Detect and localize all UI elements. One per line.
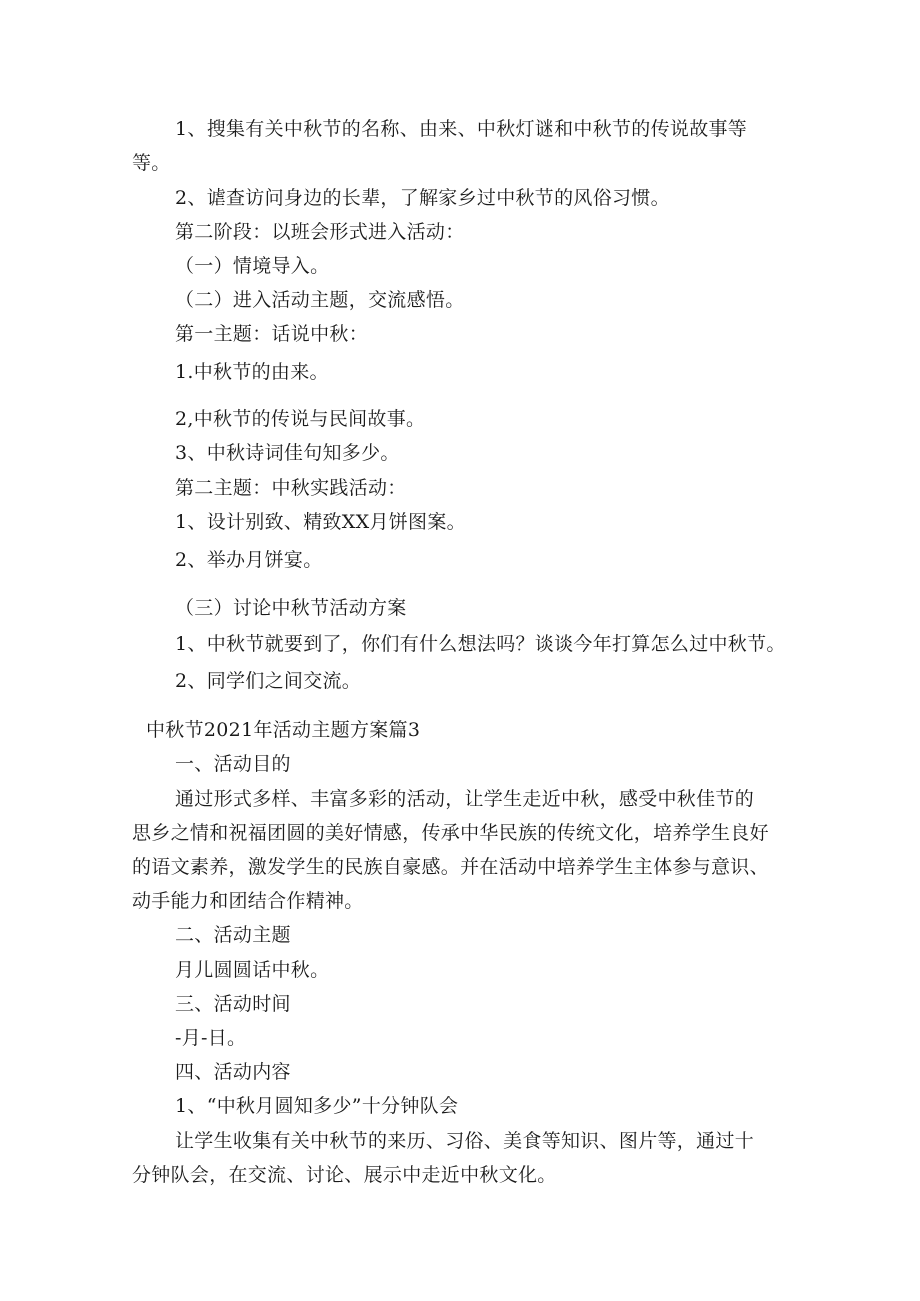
purpose-line-3: 的语文素养，激发学生的民族自豪感。并在活动中培养学生主体参与意识、 — [132, 856, 769, 878]
item-1-line-2: 等。 — [132, 152, 171, 174]
theme-1-item-3: 3、中秋诗词佳句知多少。 — [175, 442, 400, 464]
part-3: （三）讨论中秋节活动方案 — [175, 597, 407, 619]
theme-1-heading: 第一主题：话说中秋： — [175, 323, 369, 345]
section-title: 中秋节2021年活动主题方案篇3 — [146, 719, 421, 741]
item-2: 2、谑查访问身边的长辈，了解家乡过中秋节的风俗习惯。 — [175, 187, 670, 209]
theme-2-item-2: 2、举办月饼宴。 — [175, 549, 323, 571]
item-1-line-1: 1、搜集有关中秋节的名称、由来、中秋灯谜和中秋节的传说故事等 — [175, 118, 748, 140]
part-2: （二）进入活动主题，交流感悟。 — [175, 289, 465, 311]
theme-1-item-1: 1.中秋节的由来。 — [175, 361, 329, 383]
heading-purpose: 一、活动目的 — [175, 753, 291, 775]
part-3-item-2: 2、同学们之间交流。 — [175, 670, 362, 692]
part-1: （一）情境导入。 — [175, 255, 330, 277]
time-text: -月-日。 — [175, 1027, 247, 1049]
theme-2-item-1: 1、设计别致、精致XX月饼图案。 — [175, 511, 466, 533]
purpose-line-1: 通过形式多样、丰富多彩的活动，让学生走近中秋，感受中秋佳节的 — [175, 788, 755, 810]
purpose-line-2: 思乡之情和祝福团圆的美好情感，传承中华民族的传统文化，培养学生良好 — [132, 822, 769, 844]
heading-time: 三、活动时间 — [175, 993, 291, 1015]
content-line-2: 分钟队会，在交流、讨论、展示中走近中秋文化。 — [132, 1164, 557, 1186]
content-item-1: 1、“中秋月圆知多少”十分钟队会 — [175, 1095, 459, 1117]
theme-1-item-2: 2,中秋节的传说与民间故事。 — [175, 408, 426, 430]
heading-content: 四、活动内容 — [175, 1061, 291, 1083]
heading-theme: 二、活动主题 — [175, 924, 291, 946]
theme-text: 月儿圆圆话中秋。 — [175, 959, 330, 981]
stage-2-heading: 第二阶段：以班会形式进入活动： — [175, 221, 465, 243]
part-3-item-1: 1、中秋节就要到了，你们有什么想法吗？谈谈今年打算怎么过中秋节。 — [175, 633, 786, 655]
content-line-1: 让学生收集有关中秋节的来历、习俗、美食等知识、图片等，通过十 — [175, 1130, 755, 1152]
theme-2-heading: 第二主题：中秋实践活动： — [175, 477, 407, 499]
purpose-line-4: 动手能力和团结合作精神。 — [132, 890, 364, 912]
